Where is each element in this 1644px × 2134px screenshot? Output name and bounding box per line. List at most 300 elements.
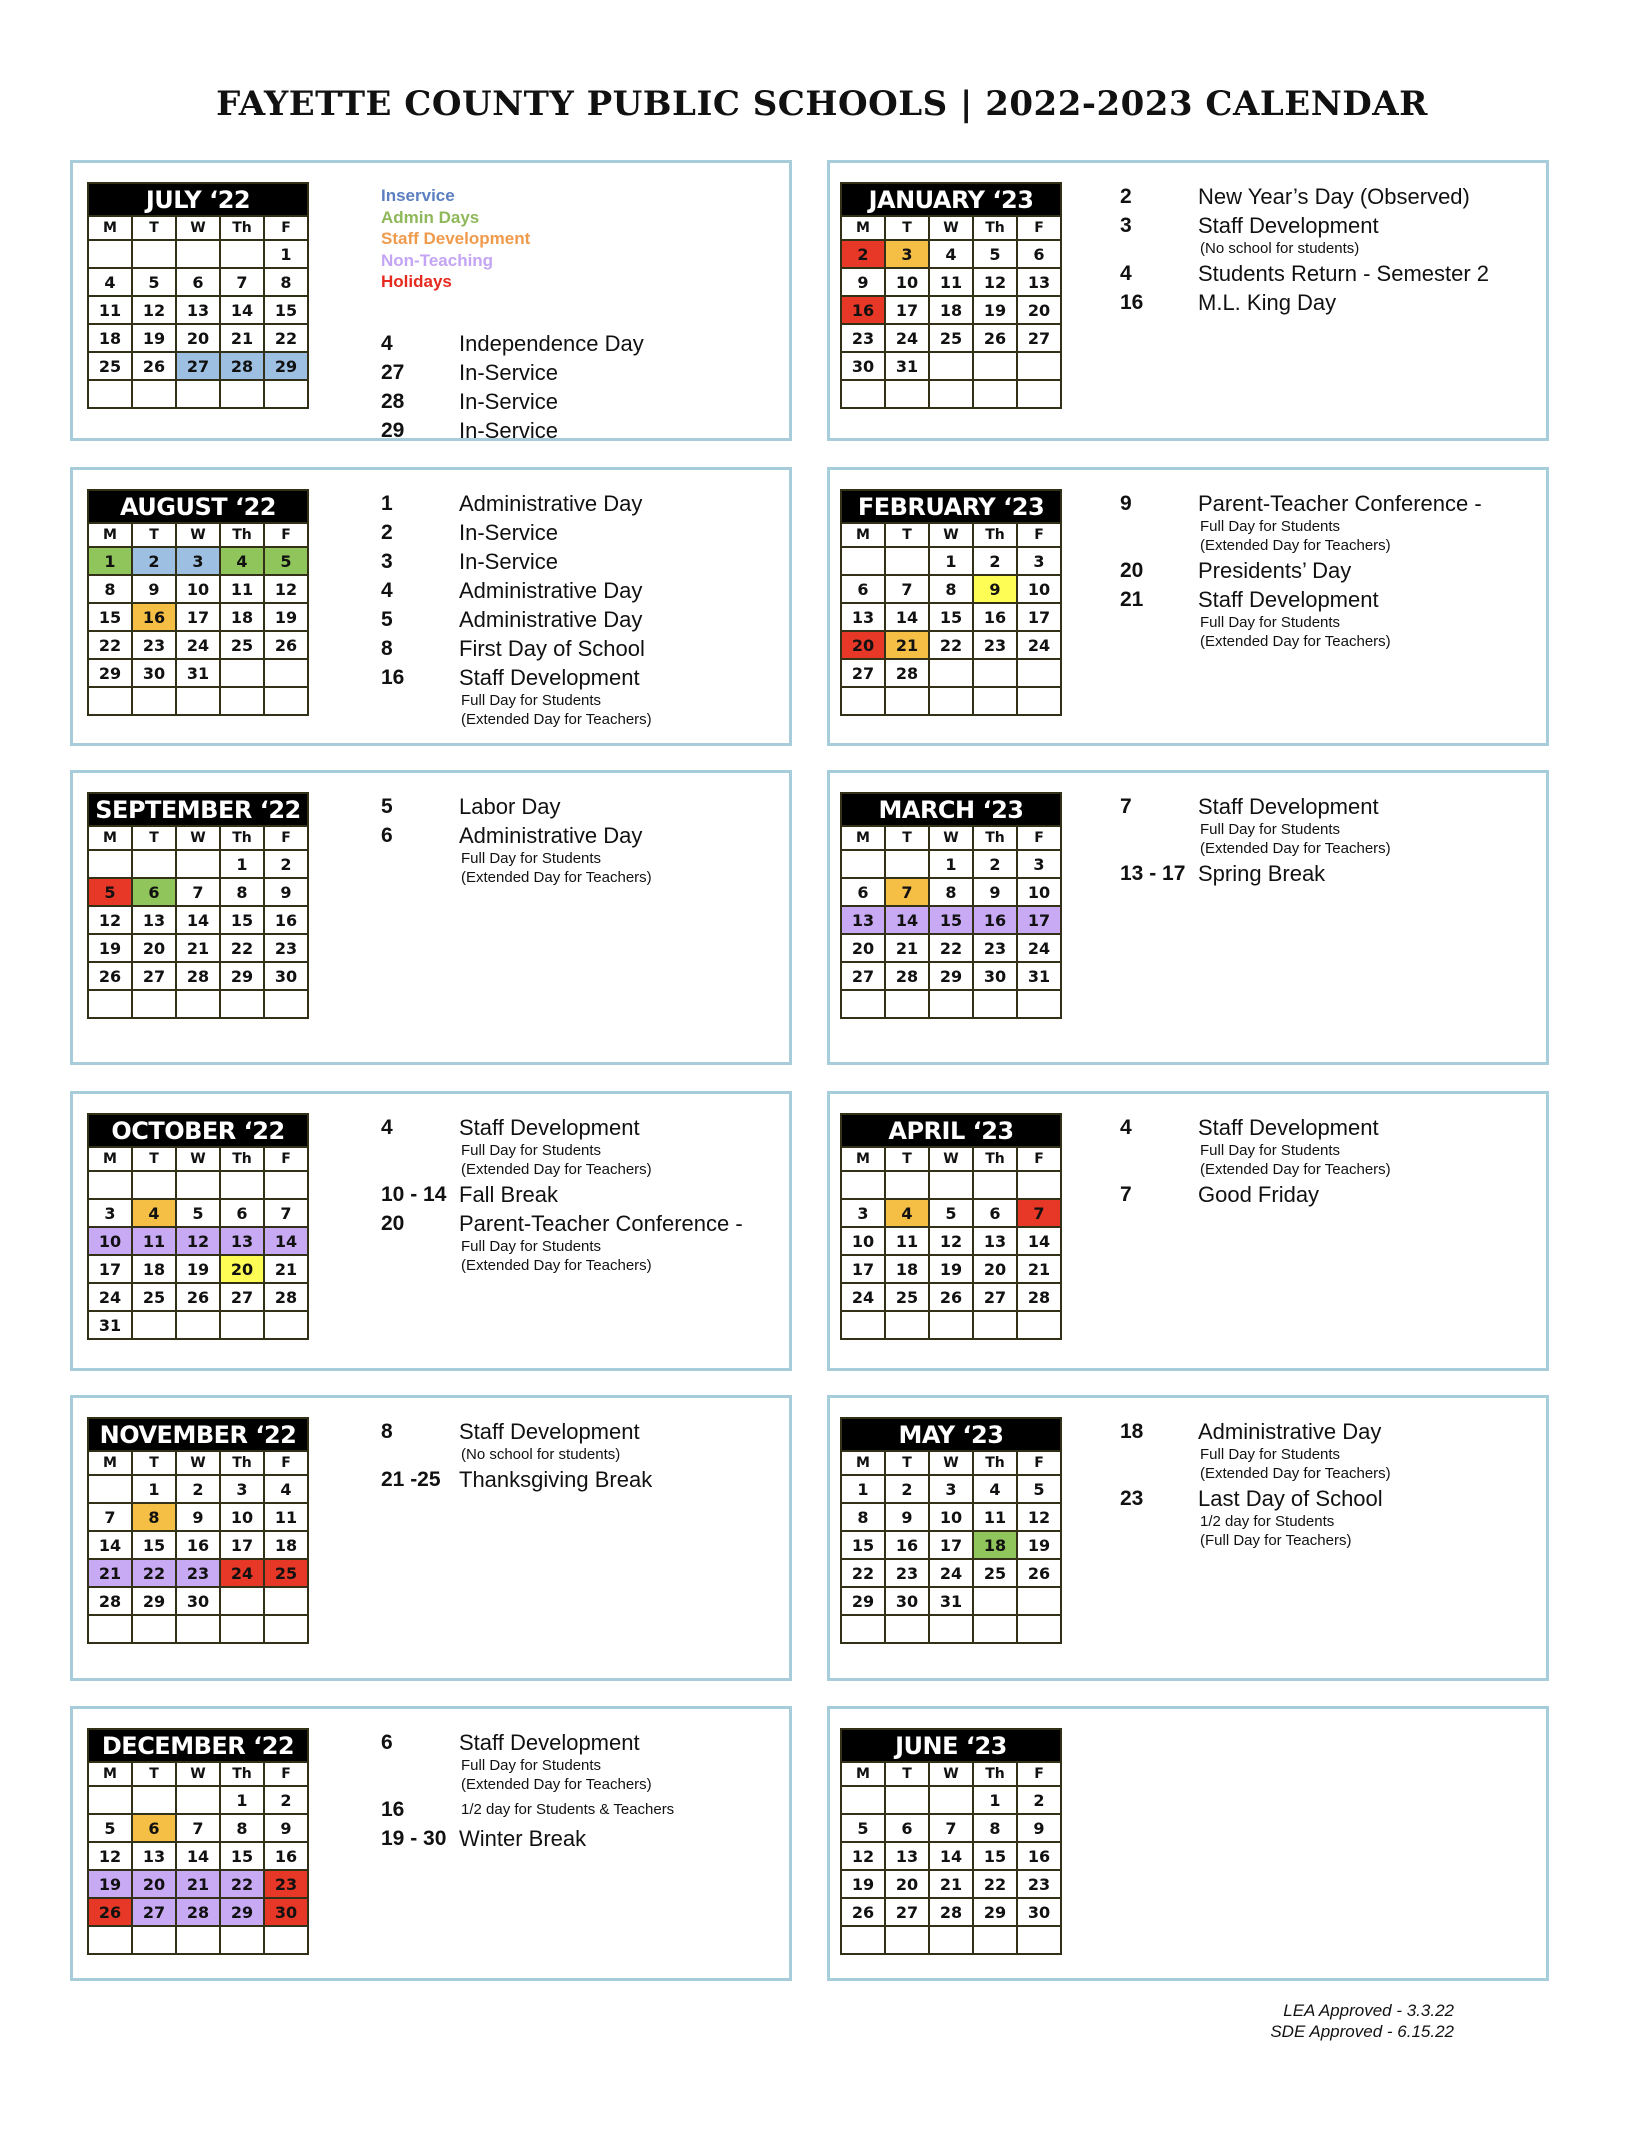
day-cell: 27 bbox=[842, 963, 884, 989]
month-calendar bbox=[87, 1113, 309, 1340]
day-cell: 13 bbox=[133, 907, 175, 933]
day-cell: 28 bbox=[177, 1899, 219, 1925]
event-body bbox=[1198, 260, 1536, 287]
day-cell bbox=[221, 991, 263, 1017]
day-cell: 4 bbox=[89, 269, 131, 295]
day-cell: 24 bbox=[1018, 935, 1060, 961]
event-date: 23 bbox=[1120, 1487, 1144, 1510]
weekday-header: Th bbox=[974, 217, 1016, 239]
day-cell bbox=[930, 381, 972, 407]
month-calendar bbox=[840, 1728, 1062, 1955]
day-cell: 9 bbox=[886, 1504, 928, 1530]
event-title: Staff Development bbox=[1198, 213, 1379, 238]
day-cell: 22 bbox=[265, 325, 307, 351]
day-cell bbox=[177, 991, 219, 1017]
event-title: In-Service bbox=[459, 418, 559, 443]
day-cell: 10 bbox=[89, 1228, 131, 1254]
weekday-header: T bbox=[886, 1763, 928, 1785]
day-cell: 8 bbox=[930, 879, 972, 905]
day-cell: 20 bbox=[133, 1871, 175, 1897]
day-cell: 15 bbox=[221, 1843, 263, 1869]
month-panel bbox=[827, 1706, 1549, 1981]
day-cell: 18 bbox=[886, 1256, 928, 1282]
day-cell: 10 bbox=[177, 576, 219, 602]
event-body bbox=[459, 635, 779, 662]
day-cell: 21 bbox=[886, 935, 928, 961]
day-cell: 20 bbox=[1018, 297, 1060, 323]
weekday-header: Th bbox=[974, 1452, 1016, 1474]
day-cell bbox=[133, 1616, 175, 1642]
event-body bbox=[459, 388, 779, 415]
calendar-grid bbox=[842, 522, 1060, 714]
day-cell: 17 bbox=[89, 1256, 131, 1282]
legend bbox=[381, 185, 530, 293]
day-cell: 16 bbox=[1018, 1843, 1060, 1869]
event-note: (Extended Day for Teachers) bbox=[461, 711, 652, 728]
day-cell: 19 bbox=[89, 935, 131, 961]
day-cell: 9 bbox=[177, 1504, 219, 1530]
event-title: M.L. King Day bbox=[1198, 290, 1337, 315]
month-calendar bbox=[840, 1417, 1062, 1644]
weekday-header: T bbox=[133, 1452, 175, 1474]
day-cell: 30 bbox=[842, 353, 884, 379]
day-cell: 3 bbox=[1018, 548, 1060, 574]
day-cell: 2 bbox=[886, 1476, 928, 1502]
event-body bbox=[459, 1210, 779, 1275]
day-cell bbox=[930, 1787, 972, 1813]
day-cell: 6 bbox=[842, 576, 884, 602]
day-cell: 14 bbox=[177, 1843, 219, 1869]
weekday-header: F bbox=[1018, 1452, 1060, 1474]
day-cell bbox=[974, 353, 1016, 379]
day-cell: 12 bbox=[974, 269, 1016, 295]
day-cell: 14 bbox=[89, 1532, 131, 1558]
day-cell: 7 bbox=[930, 1815, 972, 1841]
day-cell bbox=[89, 241, 131, 267]
day-cell bbox=[89, 1616, 131, 1642]
day-cell: 15 bbox=[221, 907, 263, 933]
event-list bbox=[381, 1418, 779, 1495]
event-title: Administrative Day bbox=[1198, 1419, 1382, 1444]
event-item bbox=[381, 388, 779, 415]
day-cell: 15 bbox=[974, 1843, 1016, 1869]
day-cell: 23 bbox=[265, 1871, 307, 1897]
event-date: 27 bbox=[381, 361, 405, 384]
event-item bbox=[381, 1796, 779, 1823]
day-cell: 6 bbox=[886, 1815, 928, 1841]
event-title: Last Day of School bbox=[1198, 1486, 1383, 1511]
event-note: (Full Day for Teachers) bbox=[1200, 1532, 1352, 1549]
month-title: DECEMBER ‘22 bbox=[89, 1730, 307, 1761]
day-cell: 17 bbox=[1018, 907, 1060, 933]
day-cell: 29 bbox=[221, 1899, 263, 1925]
day-cell: 1 bbox=[930, 548, 972, 574]
day-cell: 29 bbox=[930, 963, 972, 989]
day-cell bbox=[974, 1312, 1016, 1338]
legend-item-inservice: Inservice bbox=[381, 186, 455, 205]
day-cell bbox=[133, 1787, 175, 1813]
event-item bbox=[381, 330, 779, 357]
event-title: Administrative Day bbox=[459, 491, 643, 516]
weekday-header: Th bbox=[974, 1148, 1016, 1170]
event-list bbox=[381, 793, 779, 889]
day-cell bbox=[1018, 1927, 1060, 1953]
day-cell: 24 bbox=[886, 325, 928, 351]
legend-item-admin-days: Admin Days bbox=[381, 207, 480, 227]
event-note: Full Day for Students bbox=[461, 1757, 602, 1774]
day-cell: 2 bbox=[1018, 1787, 1060, 1813]
weekday-header: F bbox=[265, 217, 307, 239]
day-cell: 7 bbox=[221, 269, 263, 295]
day-cell: 27 bbox=[974, 1284, 1016, 1310]
event-body bbox=[459, 330, 779, 357]
day-cell: 2 bbox=[265, 851, 307, 877]
day-cell bbox=[930, 660, 972, 686]
day-cell: 29 bbox=[842, 1588, 884, 1614]
event-title: Staff Development bbox=[459, 665, 640, 690]
event-item bbox=[1120, 557, 1536, 584]
weekday-header: T bbox=[886, 1452, 928, 1474]
day-cell bbox=[930, 1172, 972, 1198]
event-note: (No school for students) bbox=[461, 1446, 621, 1463]
day-cell bbox=[89, 688, 131, 714]
day-cell: 25 bbox=[133, 1284, 175, 1310]
day-cell: 11 bbox=[221, 576, 263, 602]
day-cell bbox=[886, 1616, 928, 1642]
event-item bbox=[381, 519, 779, 546]
event-date: 4 bbox=[381, 332, 393, 355]
weekday-header: F bbox=[1018, 1148, 1060, 1170]
weekday-header: F bbox=[265, 827, 307, 849]
day-cell bbox=[265, 1312, 307, 1338]
event-note: (Extended Day for Teachers) bbox=[1200, 633, 1391, 650]
event-list bbox=[1120, 490, 1536, 653]
event-list bbox=[381, 490, 779, 731]
day-cell: 29 bbox=[133, 1588, 175, 1614]
day-cell: 8 bbox=[221, 1815, 263, 1841]
day-cell: 31 bbox=[1018, 963, 1060, 989]
day-cell bbox=[1018, 688, 1060, 714]
event-body bbox=[459, 664, 779, 729]
weekday-header: F bbox=[265, 1763, 307, 1785]
day-cell: 19 bbox=[1018, 1532, 1060, 1558]
day-cell bbox=[89, 1476, 131, 1502]
event-title: Staff Development bbox=[459, 1115, 640, 1140]
event-note: (Extended Day for Teachers) bbox=[1200, 537, 1391, 554]
event-date: 8 bbox=[381, 637, 393, 660]
day-cell bbox=[89, 1787, 131, 1813]
day-cell: 9 bbox=[974, 879, 1016, 905]
day-cell: 7 bbox=[1018, 1200, 1060, 1226]
day-cell: 22 bbox=[221, 1871, 263, 1897]
event-title: New Year’s Day (Observed) bbox=[1198, 184, 1470, 209]
weekday-header: F bbox=[265, 1452, 307, 1474]
day-cell: 8 bbox=[89, 576, 131, 602]
day-cell: 22 bbox=[221, 935, 263, 961]
calendar-grid bbox=[842, 825, 1060, 1017]
event-title: Independence Day bbox=[459, 331, 644, 356]
day-cell bbox=[974, 660, 1016, 686]
event-list bbox=[1120, 1114, 1536, 1210]
day-cell: 12 bbox=[89, 907, 131, 933]
event-title: Fall Break bbox=[459, 1182, 559, 1207]
event-item bbox=[1120, 212, 1536, 258]
day-cell bbox=[1018, 1588, 1060, 1614]
event-body bbox=[1198, 1181, 1536, 1208]
day-cell: 19 bbox=[177, 1256, 219, 1282]
day-cell bbox=[974, 1588, 1016, 1614]
event-body bbox=[1198, 557, 1536, 584]
day-cell: 12 bbox=[265, 576, 307, 602]
day-cell: 31 bbox=[89, 1312, 131, 1338]
day-cell: 31 bbox=[930, 1588, 972, 1614]
day-cell: 23 bbox=[974, 632, 1016, 658]
day-cell: 27 bbox=[221, 1284, 263, 1310]
day-cell bbox=[265, 1927, 307, 1953]
day-cell bbox=[89, 1172, 131, 1198]
day-cell: 9 bbox=[133, 576, 175, 602]
day-cell: 30 bbox=[265, 1899, 307, 1925]
event-body bbox=[459, 1181, 779, 1208]
event-item bbox=[381, 635, 779, 662]
day-cell: 26 bbox=[930, 1284, 972, 1310]
event-item bbox=[381, 793, 779, 820]
day-cell: 8 bbox=[221, 879, 263, 905]
event-title: In-Service bbox=[459, 520, 559, 545]
event-item bbox=[381, 1181, 779, 1208]
event-item bbox=[1120, 860, 1536, 887]
event-body bbox=[459, 417, 779, 444]
day-cell: 3 bbox=[221, 1476, 263, 1502]
weekday-header: T bbox=[133, 1763, 175, 1785]
day-cell: 6 bbox=[974, 1200, 1016, 1226]
event-item bbox=[381, 577, 779, 604]
weekday-header: M bbox=[89, 827, 131, 849]
weekday-header: W bbox=[177, 524, 219, 546]
event-body bbox=[1198, 289, 1536, 316]
day-cell: 15 bbox=[133, 1532, 175, 1558]
day-cell: 7 bbox=[886, 576, 928, 602]
day-cell: 4 bbox=[930, 241, 972, 267]
day-cell: 1 bbox=[930, 851, 972, 877]
day-cell bbox=[886, 381, 928, 407]
day-cell bbox=[930, 1616, 972, 1642]
day-cell: 8 bbox=[265, 269, 307, 295]
day-cell: 3 bbox=[886, 241, 928, 267]
month-title: AUGUST ‘22 bbox=[89, 491, 307, 522]
day-cell: 27 bbox=[133, 963, 175, 989]
event-item bbox=[381, 359, 779, 386]
day-cell: 4 bbox=[265, 1476, 307, 1502]
day-cell: 27 bbox=[177, 353, 219, 379]
day-cell: 30 bbox=[1018, 1899, 1060, 1925]
day-cell bbox=[177, 1787, 219, 1813]
event-date: 4 bbox=[1120, 262, 1132, 285]
day-cell: 2 bbox=[177, 1476, 219, 1502]
day-cell: 26 bbox=[1018, 1560, 1060, 1586]
day-cell: 24 bbox=[842, 1284, 884, 1310]
event-note: Full Day for Students bbox=[461, 1238, 602, 1255]
day-cell: 21 bbox=[930, 1871, 972, 1897]
month-panel bbox=[827, 467, 1549, 746]
month-title: JUNE ‘23 bbox=[842, 1730, 1060, 1761]
day-cell: 16 bbox=[265, 1843, 307, 1869]
day-cell: 19 bbox=[265, 604, 307, 630]
day-cell: 12 bbox=[842, 1843, 884, 1869]
day-cell: 6 bbox=[177, 269, 219, 295]
day-cell bbox=[974, 991, 1016, 1017]
event-title: In-Service bbox=[459, 360, 559, 385]
day-cell: 18 bbox=[221, 604, 263, 630]
event-date: 9 bbox=[1120, 492, 1132, 515]
day-cell: 26 bbox=[842, 1899, 884, 1925]
day-cell bbox=[842, 1616, 884, 1642]
event-date: 2 bbox=[1120, 185, 1132, 208]
day-cell: 17 bbox=[177, 604, 219, 630]
day-cell bbox=[842, 1927, 884, 1953]
event-note: Full Day for Students bbox=[461, 850, 602, 867]
day-cell: 26 bbox=[265, 632, 307, 658]
weekday-header: W bbox=[930, 827, 972, 849]
event-item bbox=[1120, 289, 1536, 316]
month-calendar bbox=[840, 1113, 1062, 1340]
legend-item-staff-development: Staff Development bbox=[381, 229, 531, 248]
day-cell: 21 bbox=[177, 935, 219, 961]
event-date: 7 bbox=[1120, 1183, 1132, 1206]
event-note: (Extended Day for Teachers) bbox=[461, 869, 652, 886]
day-cell bbox=[177, 1927, 219, 1953]
day-cell: 16 bbox=[265, 907, 307, 933]
event-body bbox=[459, 793, 779, 820]
event-item bbox=[1120, 260, 1536, 287]
weekday-header: T bbox=[886, 1148, 928, 1170]
event-date: 5 bbox=[381, 608, 393, 631]
event-item bbox=[381, 548, 779, 575]
weekday-header: T bbox=[133, 524, 175, 546]
event-body bbox=[1198, 1485, 1536, 1550]
day-cell: 29 bbox=[265, 353, 307, 379]
day-cell: 17 bbox=[842, 1256, 884, 1282]
day-cell: 26 bbox=[974, 325, 1016, 351]
event-body bbox=[459, 1796, 779, 1823]
day-cell bbox=[177, 241, 219, 267]
day-cell bbox=[265, 1172, 307, 1198]
weekday-header: Th bbox=[974, 1763, 1016, 1785]
month-panel bbox=[827, 160, 1549, 441]
day-cell bbox=[1018, 353, 1060, 379]
event-date: 21 -25 bbox=[381, 1468, 441, 1491]
event-title: Parent-Teacher Conference - bbox=[1198, 491, 1482, 516]
day-cell: 8 bbox=[133, 1504, 175, 1530]
event-body bbox=[1198, 212, 1536, 258]
calendar-grid bbox=[842, 1450, 1060, 1642]
day-cell: 30 bbox=[177, 1588, 219, 1614]
event-note: Full Day for Students bbox=[1200, 518, 1341, 535]
event-item bbox=[381, 1729, 779, 1794]
day-cell: 18 bbox=[265, 1532, 307, 1558]
day-cell bbox=[177, 381, 219, 407]
day-cell bbox=[133, 381, 175, 407]
day-cell bbox=[1018, 991, 1060, 1017]
day-cell: 12 bbox=[133, 297, 175, 323]
weekday-header: Th bbox=[221, 217, 263, 239]
day-cell: 5 bbox=[133, 269, 175, 295]
day-cell: 21 bbox=[265, 1256, 307, 1282]
day-cell: 26 bbox=[89, 1899, 131, 1925]
day-cell bbox=[265, 381, 307, 407]
day-cell: 1 bbox=[265, 241, 307, 267]
day-cell: 2 bbox=[974, 548, 1016, 574]
day-cell: 31 bbox=[177, 660, 219, 686]
day-cell: 23 bbox=[886, 1560, 928, 1586]
event-item bbox=[1120, 490, 1536, 555]
event-date: 20 bbox=[381, 1212, 405, 1235]
day-cell: 6 bbox=[842, 879, 884, 905]
day-cell: 13 bbox=[974, 1228, 1016, 1254]
day-cell: 1 bbox=[133, 1476, 175, 1502]
day-cell bbox=[177, 688, 219, 714]
event-note: Full Day for Students bbox=[461, 692, 602, 709]
event-item bbox=[381, 1210, 779, 1275]
day-cell bbox=[842, 991, 884, 1017]
day-cell: 14 bbox=[221, 297, 263, 323]
month-calendar bbox=[87, 489, 309, 716]
event-body bbox=[459, 519, 779, 546]
day-cell: 27 bbox=[133, 1899, 175, 1925]
day-cell: 28 bbox=[221, 353, 263, 379]
event-title: Staff Development bbox=[459, 1419, 640, 1444]
event-date: 7 bbox=[1120, 795, 1132, 818]
day-cell bbox=[886, 1927, 928, 1953]
day-cell bbox=[89, 991, 131, 1017]
day-cell: 13 bbox=[842, 907, 884, 933]
day-cell bbox=[221, 1312, 263, 1338]
day-cell: 23 bbox=[842, 325, 884, 351]
day-cell: 13 bbox=[1018, 269, 1060, 295]
day-cell: 1 bbox=[221, 851, 263, 877]
day-cell: 11 bbox=[930, 269, 972, 295]
day-cell: 16 bbox=[974, 604, 1016, 630]
weekday-header: W bbox=[930, 524, 972, 546]
day-cell: 19 bbox=[930, 1256, 972, 1282]
event-title: Staff Development bbox=[1198, 587, 1379, 612]
day-cell: 4 bbox=[886, 1200, 928, 1226]
day-cell: 11 bbox=[133, 1228, 175, 1254]
event-note: (Extended Day for Teachers) bbox=[461, 1776, 652, 1793]
day-cell: 11 bbox=[886, 1228, 928, 1254]
event-body bbox=[1198, 183, 1536, 210]
day-cell: 7 bbox=[89, 1504, 131, 1530]
day-cell bbox=[974, 1616, 1016, 1642]
day-cell: 20 bbox=[133, 935, 175, 961]
event-body bbox=[1198, 586, 1536, 651]
event-list bbox=[1120, 1418, 1536, 1552]
day-cell: 19 bbox=[89, 1871, 131, 1897]
weekday-header: T bbox=[133, 827, 175, 849]
day-cell: 15 bbox=[842, 1532, 884, 1558]
day-cell: 14 bbox=[930, 1843, 972, 1869]
day-cell: 17 bbox=[221, 1532, 263, 1558]
day-cell bbox=[221, 381, 263, 407]
month-panel bbox=[70, 1091, 792, 1371]
event-body bbox=[459, 490, 779, 517]
weekday-header: Th bbox=[221, 1148, 263, 1170]
event-list bbox=[381, 1729, 779, 1854]
day-cell: 14 bbox=[177, 907, 219, 933]
day-cell: 30 bbox=[133, 660, 175, 686]
month-title: NOVEMBER ‘22 bbox=[89, 1419, 307, 1450]
day-cell: 12 bbox=[930, 1228, 972, 1254]
